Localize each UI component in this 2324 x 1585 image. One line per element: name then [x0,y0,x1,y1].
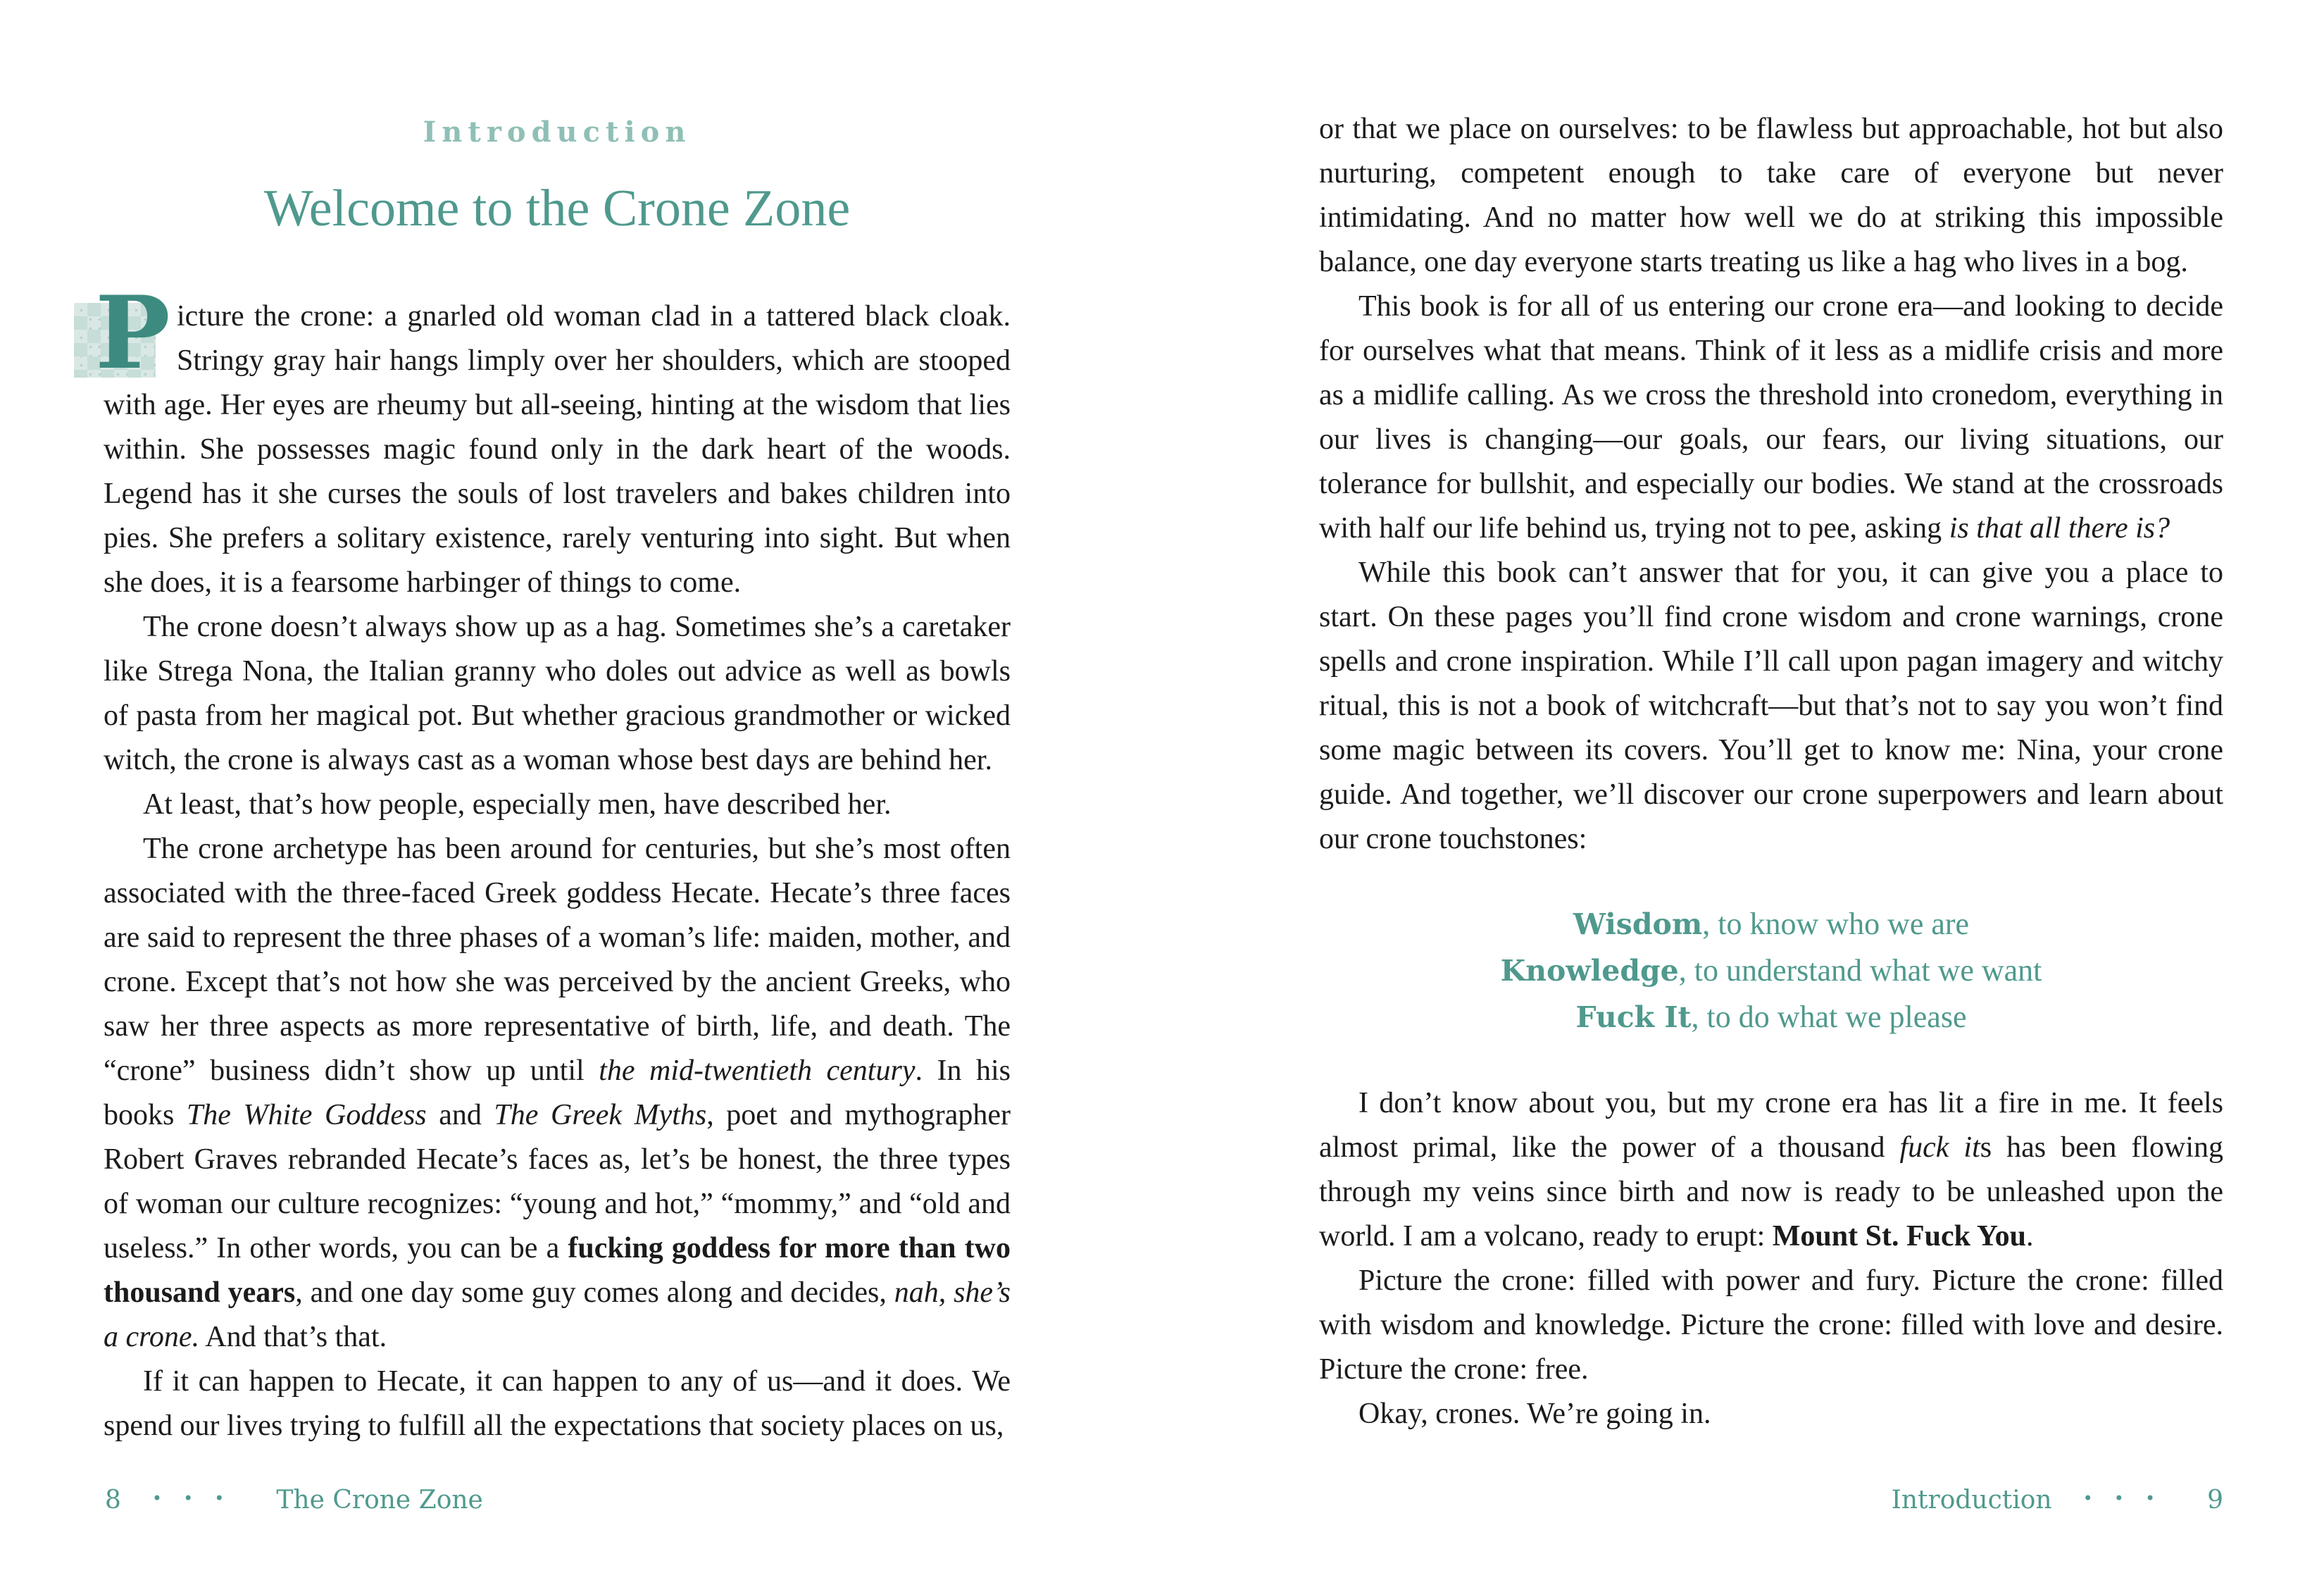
text-run: The crone doesn’t always show up as a hag. Sometimes she’s a caretaker like Strega Nona, the Italian granny who doles out advice as well as bowls of pasta from her magical pot. But whether gracious grandmother or wicked witch, the crone is always cast as a woman whose best days are behind her. [104,611,1011,776]
text-run: And that’s that. [199,1321,387,1353]
text-run: While this book can’t answer that for you, it can give you a place to start. On these pages you’ll find crone wisdom and crone warnings, crone spells and crone inspiration. While I’ll call upon pagan imagery and witchy ritual, this is not a book of witchcraft—but that’s not to say you won’t find some magic between its covers. You’ll get to know me: Nina, your crone guide. And together, we’ll discover our crone superpowers and learn about our crone touchstones: [1319,557,2223,855]
text-run: At least, that’s how people, especially men, have described her. [143,788,892,821]
page-number: 8 [105,1486,121,1515]
text-run: s has been flowing through my veins since birth and now is ready to be unleashed upon the world. I am a volcano, ready to erupt: [1319,1131,2223,1253]
paragraph [1319,285,2223,551]
text-run: . [2025,1220,2034,1253]
running-title: Introduction [1891,1486,2052,1515]
text-run: Okay, crones. We’re going in. [1358,1398,1711,1430]
text-run: icture the crone: a gnarled old woman clad in a tattered black cloak. Stringy gray hair hangs limply over her shoulders, which are stooped with age. Her eyes are rheumy but all-seeing, hinting at the wisdom that lies within. She possesses magic found only in the dark heart of the woods. Legend has it she curses the souls of lost travelers and bakes children into pies. She prefers a solitary existence, rarely venturing into sight. But when she does, it is a fearsome harbinger of things to come. [104,300,1011,599]
chapter-title: Welcome to the Crone Zone [263,180,851,237]
running-title: The Crone Zone [276,1486,483,1515]
text-run: or that we place on ourselves: to be flawless but approachable, hot but also nurturing, competent enough to take care of everyone but never intimidating. And no matter how well we do at striking this impossible balance, one day everyone starts treating us like a hag who lives in a bog. [1319,113,2223,278]
text-run: , to know who we are [1702,907,1970,941]
text-run: the mid-twentieth century [599,1055,916,1087]
text-run: fucking goddess for more than two thousand years [104,1232,1011,1309]
text-run: This book is for all of us entering our crone era—and looking to decide for ourselves what that means. Think of it less as a midlife crisis and more as a midlife calling. As we cross the threshold into cronedom, everything in our lives is changing—our goals, our fears, our living situations, our tolerance for bullshit, and especially our bodies. We stand at the crossroads with half our life behind us, trying not to pee, asking [1319,290,2223,545]
left-page [95,0,1011,1585]
text-run: Mount St. Fuck You [1772,1220,2026,1253]
touchstone-line [1319,994,2223,1040]
right-page-body [1319,0,2223,1436]
text-run: , to do what we please [1691,1000,1967,1034]
paragraph [1319,107,2223,285]
drop-cap [95,275,177,392]
text-run: and [426,1099,494,1131]
text-run: I don’t know about you, but my crone era has lit a fire in me. It feels almost primal, like the power of a thousand [1319,1087,2223,1164]
right-page [1319,0,2223,1585]
text-run: , to understand what we want [1678,953,2042,988]
paragraph [104,605,1011,783]
footer-dots-icon: ••• [2082,1488,2177,1508]
paragraph [1319,1081,2223,1259]
text-run: The White Goddess [186,1099,427,1131]
paragraph [1319,1392,2223,1436]
text-run: The crone archetype has been around for centuries, but she’s most often associated with the three-faced Greek goddess Hecate. Hecate’s three faces are said to represent the three phases of a woman’s life: maiden, mother, and crone. Except that’s not how she was perceived by the ancient Greeks, who saw her three aspects as more representative of birth, life, and death. The “crone” business didn’t show up until [104,833,1011,1087]
paragraph [104,1360,1011,1448]
text-run: , and one day some guy comes along and decides, [295,1276,894,1309]
text-run: Wisdom [1573,907,1703,941]
page-number: 9 [2207,1486,2223,1515]
text-run: Fuck It [1575,1000,1692,1034]
left-page-footer [105,1485,483,1518]
drop-cap-letter: P [95,275,170,392]
footer-dots-icon: ••• [151,1488,246,1508]
text-run: The Greek Myths [494,1099,707,1131]
paragraph [95,275,1011,605]
touchstone-line [1319,947,2223,994]
text-run: . In his books [104,1055,1011,1131]
text-run: If it can happen to Hecate, it can happen to any of us—and it does. We spend our lives trying to fulfill all the expectations that society places on us, [104,1365,1011,1442]
text-run: is that all there is? [1949,512,2170,545]
text-run: , poet and mythographer Robert Graves rebranded Hecate’s faces as, let’s be honest, the three types of woman our culture recognizes: “young and hot,” “mommy,” and “old and useless.” In other words, you can be a [104,1099,1011,1264]
paragraph [1319,1259,2223,1392]
paragraph [104,827,1011,1360]
paragraph [104,783,1011,827]
text-run: Picture the crone: filled with power and fury. Picture the crone: filled with wisdom and knowledge. Picture the crone: filled with love and desire. Picture the crone: free. [1319,1264,2223,1386]
chapter-kicker: Introduction [423,116,692,149]
right-page-footer [1892,1485,2223,1518]
crone-touchstones [1319,901,2223,1040]
touchstone-line [1319,901,2223,947]
text-run: nah, she’s a crone. [104,1276,1011,1353]
text-run: Knowledge [1500,954,1679,988]
paragraph [1319,551,2223,862]
text-run: fuck it [1899,1131,1980,1164]
left-page-body [95,275,1011,1448]
